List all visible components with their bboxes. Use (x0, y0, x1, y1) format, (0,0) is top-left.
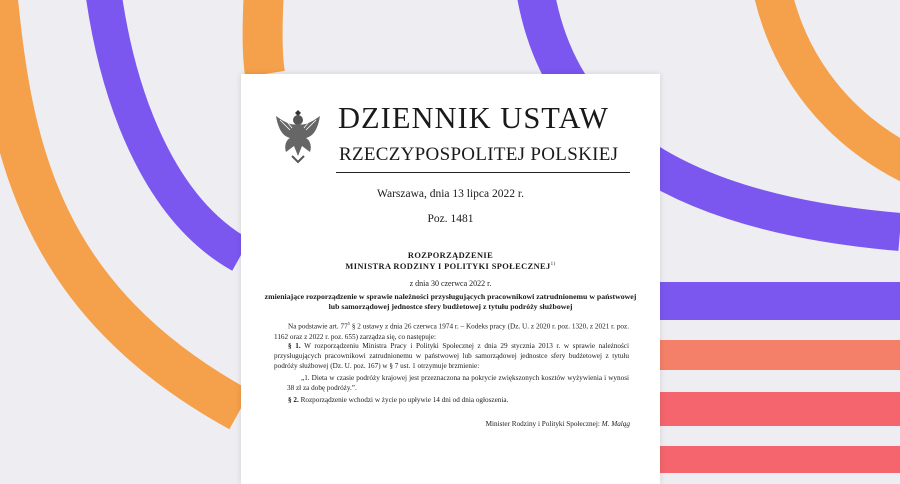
act-subject-line-2: lub samorządowej jednostce sfery budżetowej z tytułu podróży służbowej (328, 302, 573, 311)
signature-line (486, 420, 630, 428)
coral-stripe-2 (655, 392, 900, 426)
signature-role: Minister Rodziny i Polityki Społecznej: (485, 420, 602, 428)
section-1-paragraph (274, 341, 629, 372)
section-1-text: W rozporządzeniu Ministra Pracy i Polityki Społecznej z dnia 29 stycznia 2013 r. w sprawie należności przysługujących pracownikowi zatrudnionemu w państwowej lub samorządowej jednostce sfery budżetowej z tytułu podróży służbowej (Dz. U. poz. 167) w § 7 ust. 1 otrzymuje brzmienie: (274, 342, 629, 371)
legal-basis-paragraph (274, 319, 629, 342)
purple-stripe-right (655, 282, 900, 320)
gazette-title: DZIENNIK USTAW (338, 101, 609, 135)
basis-text-b: § 2 ustawy z dnia 26 czerwca 1974 r. – Kodeks pracy (Dz. U. z 2020 r. poz. 1320, z 2021 r. poz. 1162 oraz z 2022 r. poz. 655) zarządza się, co następuje: (274, 322, 629, 341)
footnote-mark: 1) (550, 262, 556, 268)
coral-stripe-3 (655, 446, 900, 473)
act-date: z dnia 30 czerwca 2022 r. (409, 279, 492, 288)
orange-arc-right (772, 0, 900, 165)
place-date: Warszawa, dnia 13 lipca 2022 r. (377, 188, 524, 200)
polish-eagle-emblem-icon (272, 106, 324, 166)
act-author-text: MINISTRA RODZINY I POLITYKI SPOŁECZNEJ (345, 262, 551, 271)
signature-name: M. Maląg (601, 420, 630, 428)
act-subject-line-1: zmieniające rozporządzenie w sprawie należności przysługujących pracownikowi zatrudnionemu w państwowej (264, 292, 637, 301)
masthead-rule (336, 172, 630, 173)
act-author (241, 262, 660, 271)
coral-stripe-1 (655, 340, 900, 370)
position-number: Poz. 1481 (427, 213, 474, 225)
orange-arc-top (263, 0, 265, 74)
section-2-mark: § 2. (288, 396, 299, 404)
section-2-text: Rozporządzenie wchodzi w życie po upływie 14 dni od dnia ogłoszenia. (298, 396, 509, 404)
basis-superscript: 5 (347, 321, 350, 326)
section-2-paragraph (274, 395, 629, 405)
act-subject (241, 292, 660, 312)
quoted-provision: „1. Dieta w czasie podróży krajowej jest przeznaczona na pokrycie zwiększonych kosztów wyżywienia i wynosi 38 zł za dobę podróży.”. (287, 374, 629, 393)
purple-arc-left (103, 0, 241, 255)
basis-text-a: Na podstawie art. 77 (288, 322, 348, 331)
gazette-page (241, 74, 660, 484)
act-type: ROZPORZĄDZENIE (407, 251, 494, 260)
gazette-subtitle: RZECZYPOSPOLITEJ POLSKIEJ (339, 144, 619, 165)
section-1-mark: § 1. (288, 342, 301, 350)
